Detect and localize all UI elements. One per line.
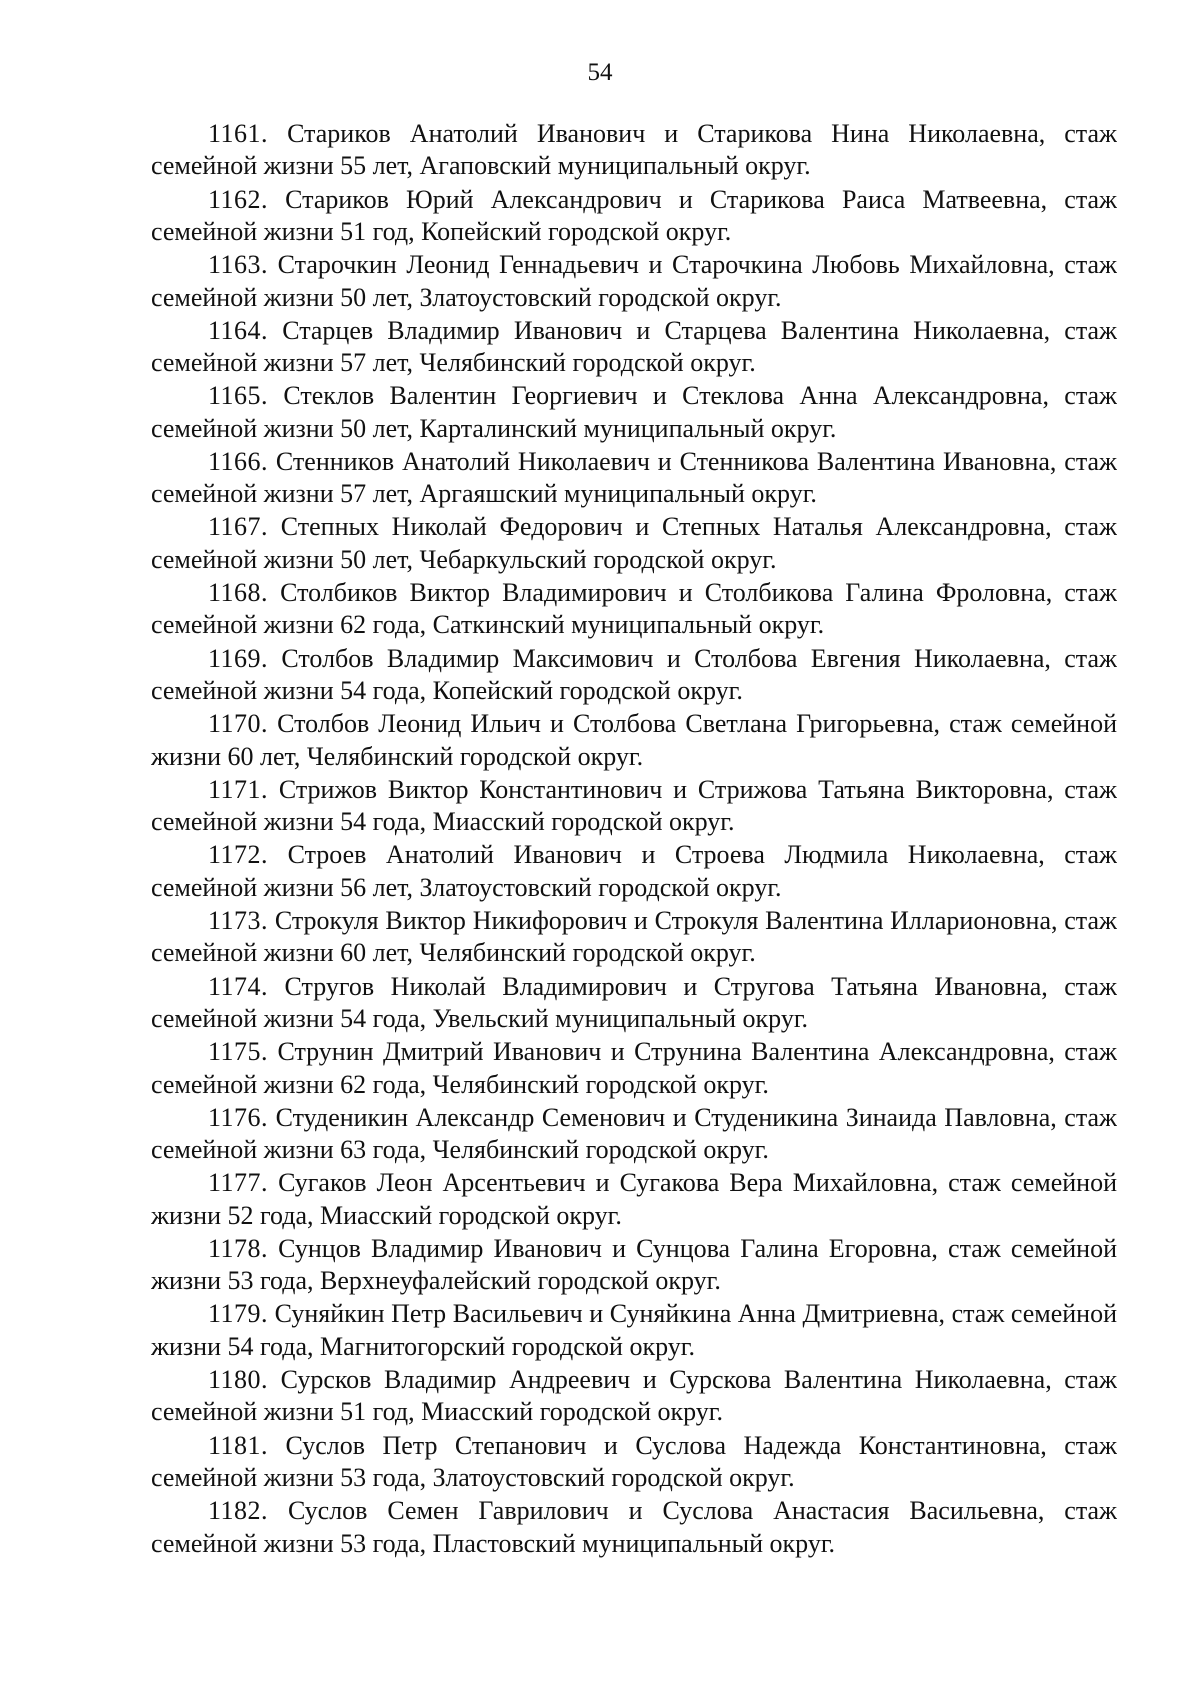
entry-text: Старочкин Леонид Геннадьевич и Старочкина Любовь Михайловна, стаж семейной жизни 50 лет, Златоустовский городской округ. <box>151 250 1117 312</box>
entry-number: 1176. <box>208 1102 269 1132</box>
list-item <box>151 1102 1117 1167</box>
list-item <box>151 1167 1117 1232</box>
list-item <box>151 249 1117 314</box>
entry-number: 1162. <box>208 184 269 214</box>
entry-text: Старцев Владимир Иванович и Старцева Валентина Николаевна, стаж семейной жизни 57 лет, Челябинский городской округ. <box>151 315 1117 378</box>
list-item <box>151 1233 1117 1298</box>
entry-list <box>151 118 1117 1561</box>
entry-number: 1177. <box>208 1168 269 1198</box>
list-item <box>151 1430 1117 1495</box>
entry-text: Суслов Петр Степанович и Суслова Надежда Константиновна, стаж семейной жизни 53 года, Златоустовский городской округ. <box>151 1430 1117 1492</box>
entry-number: 1174. <box>208 971 269 1001</box>
list-item <box>151 184 1117 249</box>
entry-text: Столбов Владимир Максимович и Столбова Евгения Николаевна, стаж семейной жизни 54 года, Копейский городской округ. <box>151 643 1117 706</box>
list-item <box>151 708 1117 773</box>
list-item <box>151 905 1117 970</box>
entry-number: 1168. <box>208 578 269 608</box>
entry-number: 1164. <box>208 315 269 345</box>
entry-number: 1170. <box>208 709 269 739</box>
entry-number: 1181. <box>208 1430 269 1460</box>
list-item <box>151 118 1117 183</box>
entry-number: 1169. <box>208 643 269 673</box>
entry-text: Студеникин Александр Семенович и Студеникина Зинаида Павловна, стаж семейной жизни 63 года, Челябинский городской округ. <box>151 1102 1117 1165</box>
list-item <box>151 971 1117 1036</box>
entry-text: Сунцов Владимир Иванович и Сунцова Галина Егоровна, стаж семейной жизни 53 года, Верхнеуфалейский городской округ. <box>151 1233 1117 1296</box>
entry-text: Стариков Юрий Александрович и Старикова Раиса Матвеевна, стаж семейной жизни 51 год, Копейский городской округ. <box>151 184 1117 246</box>
entry-text: Строев Анатолий Иванович и Строева Людмила Николаевна, стаж семейной жизни 56 лет, Златоустовский городской округ. <box>151 840 1117 902</box>
entry-number: 1167. <box>208 512 269 542</box>
entry-number: 1165. <box>208 381 269 411</box>
list-item <box>151 315 1117 380</box>
entry-number: 1175. <box>208 1037 269 1067</box>
list-item <box>151 1495 1117 1560</box>
entry-text: Сурсков Владимир Андреевич и Сурскова Валентина Николаевна, стаж семейной жизни 51 год, Миасский городской округ. <box>151 1364 1117 1427</box>
list-item <box>151 1036 1117 1101</box>
entry-number: 1182. <box>208 1496 269 1526</box>
list-item <box>151 1298 1117 1363</box>
entry-text: Сугаков Леон Арсентьевич и Сугакова Вера Михайловна, стаж семейной жизни 52 года, Миасский городской округ. <box>151 1168 1117 1230</box>
entry-text: Стрижов Виктор Константинович и Стрижова Татьяна Викторовна, стаж семейной жизни 54 года, Миасский городской округ. <box>151 774 1117 837</box>
entry-number: 1180. <box>208 1364 269 1394</box>
entry-number: 1178. <box>208 1233 269 1263</box>
entry-text: Струнин Дмитрий Иванович и Струнина Валентина Александровна, стаж семейной жизни 62 года, Челябинский городской округ. <box>151 1037 1117 1099</box>
entry-text: Стеклов Валентин Георгиевич и Стеклова Анна Александровна, стаж семейной жизни 50 лет, Карталинский муниципальный округ. <box>151 381 1117 443</box>
list-item <box>151 839 1117 904</box>
entry-text: Столбов Леонид Ильич и Столбова Светлана Григорьевна, стаж семейной жизни 60 лет, Челябинский городской округ. <box>151 709 1117 771</box>
entry-text: Столбиков Виктор Владимирович и Столбикова Галина Фроловна, стаж семейной жизни 62 года, Саткинский муниципальный округ. <box>151 578 1117 640</box>
entry-text: Стенников Анатолий Николаевич и Стенникова Валентина Ивановна, стаж семейной жизни 57 лет, Аргаяшский муниципальный округ. <box>151 446 1117 509</box>
list-item <box>151 511 1117 576</box>
entry-number: 1179. <box>208 1299 269 1329</box>
list-item <box>151 643 1117 708</box>
entry-text: Стариков Анатолий Иванович и Старикова Нина Николаевна, стаж семейной жизни 55 лет, Агаповский муниципальный округ. <box>151 119 1117 181</box>
page-number: 54 <box>587 59 613 86</box>
entry-text: Стругов Николай Владимирович и Стругова Татьяна Ивановна, стаж семейной жизни 54 года, Увельский муниципальный округ. <box>151 971 1117 1033</box>
list-item <box>151 380 1117 445</box>
list-item <box>151 1364 1117 1429</box>
entry-text: Строкуля Виктор Никифорович и Строкуля Валентина Илларионовна, стаж семейной жизни 60 лет, Челябинский городской округ. <box>151 905 1117 968</box>
list-item <box>151 774 1117 839</box>
entry-number: 1172. <box>208 840 269 870</box>
entry-text: Степных Николай Федорович и Степных Наталья Александровна, стаж семейной жизни 50 лет, Чебаркульский городской округ. <box>151 512 1117 574</box>
entry-number: 1163. <box>208 250 269 280</box>
list-item <box>151 577 1117 642</box>
entry-number: 1173. <box>208 905 269 935</box>
entry-text: Суняйкин Петр Васильевич и Суняйкина Анна Дмитриевна, стаж семейной жизни 54 года, Магнитогорский городской округ. <box>151 1299 1117 1361</box>
list-item <box>151 446 1117 511</box>
entry-number: 1171. <box>208 774 269 804</box>
entry-number: 1161. <box>208 119 269 148</box>
entry-number: 1166. <box>208 446 269 476</box>
entry-text: Суслов Семен Гаврилович и Суслова Анастасия Васильевна, стаж семейной жизни 53 года, Пластовский муниципальный округ. <box>151 1496 1117 1558</box>
